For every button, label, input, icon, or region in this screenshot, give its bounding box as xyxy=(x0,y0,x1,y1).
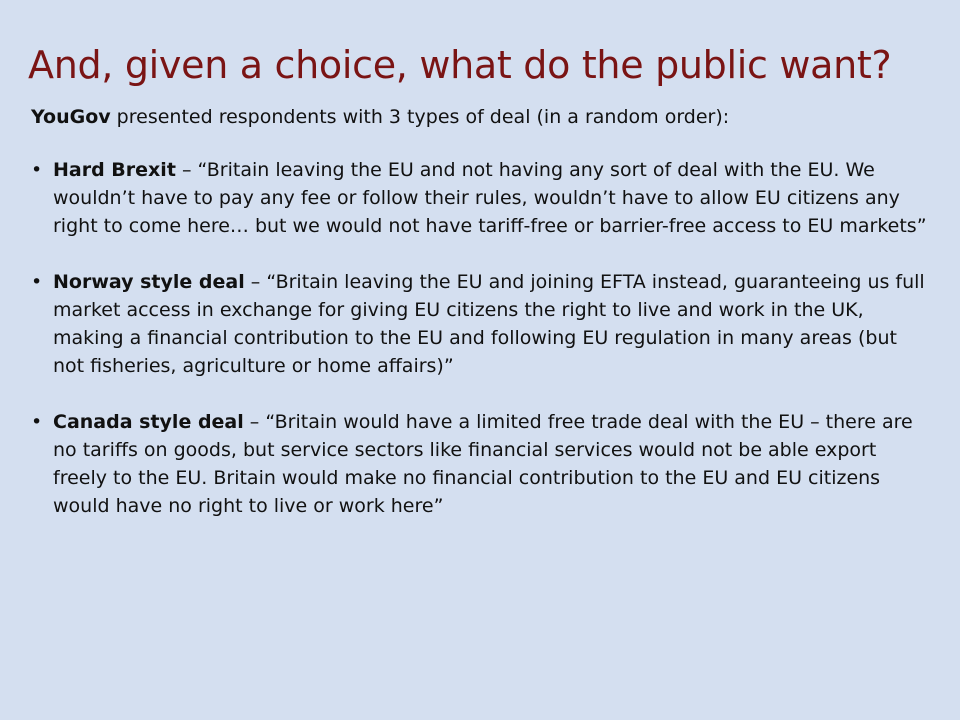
bullet-icon: • xyxy=(31,271,43,293)
deal-name: Norway style deal xyxy=(53,271,245,293)
deal-description: “Britain leaving the EU and not having any sort of deal with the EU. We wouldn’t have to pay any fee or follow their rules, wouldn’t have to allow EU citizens any right to come here… but we would not have tariff-free or barrier-free access to EU markets” xyxy=(53,159,927,237)
deal-item-norway-style xyxy=(31,268,933,380)
deal-item-canada-style xyxy=(31,408,933,520)
deal-separator: – xyxy=(243,411,266,433)
deal-description: “Britain would have a limited free trade deal with the EU – there are no tariffs on goods, but service sectors like financial services would not be able export freely to the EU. Britain would make no financial contribution to the EU and EU citizens would have no right to live or work here” xyxy=(53,411,913,517)
deal-description: “Britain leaving the EU and joining EFTA instead, guaranteeing us full market access in exchange for giving EU citizens the right to live and work in the UK, making a financial contribution to the EU and following EU regulation in many areas (but not fisheries, agriculture or home affairs)” xyxy=(53,271,925,377)
deal-name: Hard Brexit xyxy=(53,159,176,181)
intro-source: YouGov xyxy=(31,106,111,128)
intro-text xyxy=(31,104,920,130)
intro-description: presented respondents with 3 types of deal (in a random order): xyxy=(110,106,730,128)
bullet-icon: • xyxy=(31,159,43,181)
deal-item-hard-brexit xyxy=(31,156,933,240)
deal-separator: – xyxy=(244,271,267,293)
deal-list xyxy=(28,156,927,520)
deal-separator: – xyxy=(175,159,198,181)
bullet-icon: • xyxy=(31,411,43,433)
deal-name: Canada style deal xyxy=(53,411,244,433)
slide-title: And, given a choice, what do the public want? xyxy=(28,43,892,87)
